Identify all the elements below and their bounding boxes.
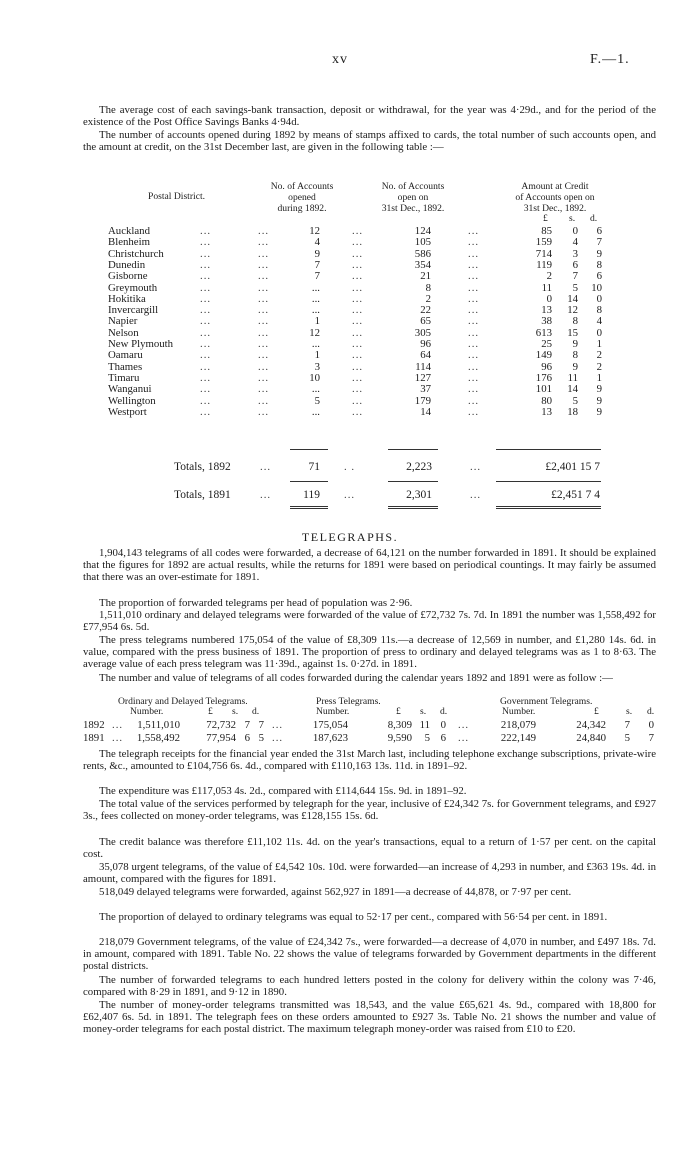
paragraph-money-order: The number of money-order telegrams transmitted was 18,543, and the value £65,621 4s. 9d., compared with 18,800 for £62,407 6s. 5d. in 1891. The telegraph fees on these orders amounted to £927 3s. Table No. 21 shows the number and value of money-order telegrams for each postal district. The maximum telegraph money-order was raised from £10 to £20. — [83, 999, 656, 1036]
leader-dots: ... — [112, 719, 124, 731]
header-number: Number. — [502, 706, 536, 717]
accounts-open: 37 — [420, 383, 431, 396]
rule-amount — [496, 449, 601, 450]
government-pounds: 24,342 — [576, 719, 606, 731]
amount-shillings: 4 — [572, 236, 578, 249]
header-shilling: s. — [420, 706, 427, 717]
totals-1891-opened: 119 — [303, 489, 320, 501]
leader-dots: ... — [258, 236, 270, 249]
leader-dots: ... — [468, 270, 480, 283]
header-opened-line2: opened — [288, 192, 316, 203]
accounts-opened: ... — [311, 281, 320, 294]
totals-1892-open: 2,223 — [406, 461, 432, 473]
amount-shillings: 14 — [567, 383, 578, 396]
district-name: Wellington — [108, 394, 156, 407]
amount-pence: 6 — [596, 270, 602, 283]
totals-1891-amount: £2,451 7 4 — [551, 489, 600, 501]
totals-1892-label: Totals, 1892 — [174, 461, 231, 473]
ordinary-pounds: 72,732 — [206, 719, 236, 731]
leader-dots: ... — [468, 258, 480, 271]
leader-dots: ... — [352, 258, 364, 271]
header-shilling: s. — [626, 706, 633, 717]
leader-dots: ... — [258, 292, 270, 305]
amount-pence: 2 — [596, 360, 602, 373]
header-postal-district: Postal District. — [148, 191, 206, 202]
paragraph-ordinary-delayed: 1,511,010 ordinary and delayed telegrams were forwarded of the value of £72,732 7s. 7d. In 1891 the number was 1,558,492 for £77,954 6s. 5d. — [83, 609, 656, 634]
amount-pence: 9 — [596, 394, 602, 407]
press-shillings: 5 — [424, 732, 430, 744]
header-shilling: s. — [569, 213, 576, 224]
district-name: Nelson — [108, 326, 139, 339]
district-name: Christchurch — [108, 247, 164, 260]
leader-dots: ... — [258, 258, 270, 271]
accounts-open: 127 — [414, 371, 431, 384]
district-name: Invercargill — [108, 304, 159, 317]
paragraph-expenditure: The expenditure was £117,053 4s. 2d., compared with £114,644 15s. 9d. in 1891–92. — [99, 785, 467, 797]
header-pence: d. — [590, 213, 598, 224]
header-pound: £ — [543, 213, 548, 224]
paragraph-telegrams-forwarded: 1,904,143 telegrams of all codes were forwarded, a decrease of 64,121 on the number forwarded in 1891. It should be explained that the figures for 1892 are actual results, while the returns for 1891 were based on periodical countings. It may fairly be assumed that there was an over-estimate for 1891. — [83, 547, 656, 584]
amount-pounds: 25 — [541, 338, 552, 350]
accounts-open: 22 — [420, 304, 431, 317]
leader-dots: . . — [344, 461, 356, 473]
accounts-open: 64 — [420, 349, 431, 362]
totals-1892-amount: £2,401 15 7 — [545, 461, 600, 473]
district-name: Blenheim — [108, 236, 150, 249]
amount-pounds: 96 — [541, 360, 552, 373]
amount-shillings: 9 — [572, 338, 578, 350]
leader-dots: ... — [352, 360, 364, 373]
header-pound: £ — [396, 706, 401, 717]
amount-pence: 10 — [591, 281, 602, 294]
accounts-open: 8 — [425, 281, 431, 294]
leader-dots: ... — [258, 405, 270, 418]
leader-dots: ... — [352, 247, 364, 260]
leader-dots: ... — [200, 371, 212, 384]
leader-dots: ... — [200, 326, 212, 339]
press-pence: 0 — [440, 719, 446, 731]
district-name: Greymouth — [108, 281, 158, 294]
double-rule-open — [388, 506, 438, 509]
accounts-open: 305 — [414, 326, 431, 339]
district-name: Napier — [108, 315, 138, 328]
accounts-open: 586 — [414, 247, 431, 260]
leader-dots: ... — [200, 394, 212, 407]
amount-pounds: 159 — [535, 236, 552, 249]
press-pounds: 9,590 — [387, 732, 412, 744]
header-opened-line1: No. of Accounts — [270, 181, 334, 192]
leader-dots: ... — [200, 236, 212, 249]
district-name: New Plymouth — [108, 338, 174, 350]
leader-dots: ... — [258, 326, 270, 339]
amount-shillings: 5 — [572, 394, 578, 407]
leader-dots: ... — [200, 281, 212, 294]
amount-shillings: 0 — [572, 225, 578, 237]
header-amount-line1: Amount at Credit — [521, 181, 589, 192]
double-rule-opened — [290, 506, 328, 509]
ordinary-shillings: 6 — [244, 732, 250, 744]
amount-pounds: 13 — [541, 304, 552, 317]
leader-dots: ... — [200, 338, 212, 350]
leader-dots: ... — [352, 383, 364, 396]
leader-dots: ... — [352, 394, 364, 407]
accounts-open: 96 — [420, 338, 431, 350]
ordinary-shillings: 7 — [244, 719, 250, 731]
amount-shillings: 14 — [567, 292, 578, 305]
header-government: Government Telegrams. — [500, 696, 593, 707]
leader-dots: ... — [200, 405, 212, 418]
leader-dots: ... — [470, 461, 482, 473]
totals-1892-opened: 71 — [308, 461, 320, 473]
amount-pence: 6 — [596, 225, 602, 237]
leader-dots: ... — [352, 304, 364, 317]
accounts-open: 21 — [420, 270, 431, 283]
rule-opened-2 — [290, 481, 328, 482]
leader-dots: ... — [258, 304, 270, 317]
leader-dots: ... — [352, 281, 364, 294]
district-name: Dunedin — [108, 258, 146, 271]
amount-shillings: 7 — [572, 270, 578, 283]
leader-dots: ... — [352, 349, 364, 362]
accounts-open: 105 — [414, 236, 431, 249]
leader-dots: ... — [468, 338, 480, 350]
ordinary-pence: 5 — [258, 732, 264, 744]
leader-dots: ... — [468, 394, 480, 407]
leader-dots: ... — [258, 270, 270, 283]
paragraph-savings-cost: The average cost of each savings-bank transaction, deposit or withdrawal, for the year was 4·29d., and for the period of the existence of the Post Office Savings Banks 4·94d. — [83, 104, 656, 129]
leader-dots: ... — [200, 349, 212, 362]
leader-dots: ... — [200, 292, 212, 305]
rule-opened — [290, 449, 328, 450]
leader-dots: ... — [458, 732, 470, 744]
leader-dots: ... — [258, 247, 270, 260]
leader-dots: ... — [468, 304, 480, 317]
header-opened-line3: during 1892. — [277, 203, 327, 214]
district-name: Thames — [108, 360, 143, 373]
rule-open-2 — [388, 481, 438, 482]
leader-dots: ... — [468, 281, 480, 294]
leader-dots: ... — [468, 292, 480, 305]
accounts-opened: 7 — [314, 258, 320, 271]
accounts-opened: ... — [311, 338, 320, 350]
accounts-opened: ... — [311, 304, 320, 317]
accounts-opened: 12 — [309, 326, 320, 339]
leader-dots: ... — [258, 383, 270, 396]
leader-dots: ... — [352, 315, 364, 328]
amount-pence: 8 — [596, 258, 602, 271]
leader-dots: ... — [352, 270, 364, 283]
header-number: Number. — [130, 706, 164, 717]
leader-dots: ... — [200, 270, 212, 283]
paragraph-delayed-proportion: The proportion of delayed to ordinary telegrams was equal to 52·17 per cent., compared with 56·54 per cent. in 1891. — [99, 911, 608, 923]
leader-dots: ... — [352, 338, 364, 350]
government-number: 218,079 — [500, 719, 536, 731]
leader-dots: ... — [468, 360, 480, 373]
amount-pence: 7 — [596, 236, 602, 249]
header-shilling: s. — [232, 706, 239, 717]
leader-dots: ... — [468, 349, 480, 362]
government-shillings: 7 — [624, 719, 630, 731]
leader-dots: ... — [272, 719, 284, 731]
leader-dots: ... — [258, 225, 270, 237]
paragraph-proportion: The proportion of forwarded telegrams per head of population was 2·96. — [99, 597, 413, 609]
leader-dots: ... — [258, 338, 270, 350]
amount-pence: 0 — [596, 326, 602, 339]
table-year: 1892 — [83, 719, 105, 731]
amount-pence: 8 — [596, 304, 602, 317]
amount-shillings: 8 — [572, 315, 578, 328]
paragraph-total-value: The total value of the services performed by telegraph for the year, inclusive of £24,342 7s. for Government telegrams, and £927 3s., fees collected on money-order telegrams, was £128,155 15s. 6d. — [83, 798, 656, 823]
totals-1891-open: 2,301 — [406, 489, 432, 501]
district-name: Oamaru — [108, 349, 143, 362]
amount-pounds: 38 — [541, 315, 552, 328]
district-name: Timaru — [108, 371, 140, 384]
press-pence: 6 — [440, 732, 446, 744]
leader-dots: ... — [468, 236, 480, 249]
amount-shillings: 9 — [572, 360, 578, 373]
amount-pence: 1 — [596, 371, 602, 384]
leader-dots: ... — [468, 225, 480, 237]
header-number: Number. — [316, 706, 350, 717]
leader-dots: ... — [470, 489, 482, 501]
rule-amount-2 — [496, 481, 601, 482]
amount-shillings: 18 — [567, 405, 578, 418]
leader-dots: ... — [352, 371, 364, 384]
leader-dots: ... — [200, 225, 212, 237]
paragraph-government: 218,079 Government telegrams, of the value of £24,342 7s., were forwarded—a decrease of 4,070 in number, and £497 18s. 7d. in amount, compared with 1891. Table No. 22 shows the value of telegrams forwarded by Government departments in the different postal districts. — [83, 936, 656, 973]
paragraph-number-value: The number and value of telegrams of all codes forwarded during the calendar years 1892 and 1891 were as follow :— — [99, 672, 613, 684]
press-shillings: 11 — [419, 719, 430, 731]
accounts-opened: 7 — [314, 270, 320, 283]
leader-dots: ... — [352, 405, 364, 418]
amount-pence: 9 — [596, 405, 602, 418]
leader-dots: ... — [272, 732, 284, 744]
amount-shillings: 6 — [572, 258, 578, 271]
leader-dots: ... — [260, 461, 272, 473]
leader-dots: ... — [200, 315, 212, 328]
leader-dots: ... — [352, 236, 364, 249]
header-pence: d. — [252, 706, 260, 717]
accounts-opened: ... — [311, 383, 320, 396]
accounts-opened: 5 — [314, 394, 320, 407]
district-name: Hokitika — [108, 292, 146, 305]
accounts-opened: 4 — [314, 236, 320, 249]
accounts-open: 179 — [414, 394, 431, 407]
header-open-line2: open on — [397, 192, 429, 203]
district-name: Wanganui — [108, 383, 152, 396]
leader-dots: ... — [468, 405, 480, 418]
paragraph-urgent: 35,078 urgent telegrams, of the value of £4,542 10s. 10d. were forwarded—an increase of 4,293 in number, and £363 19s. 4d. in amount, compared with the figures for 1891. — [83, 861, 656, 886]
amount-shillings: 3 — [572, 247, 578, 260]
header-press: Press Telegrams. — [316, 696, 381, 707]
amount-pounds: 11 — [541, 281, 552, 294]
amount-shillings: 15 — [567, 326, 578, 339]
accounts-opened: 9 — [314, 247, 320, 260]
accounts-open: 114 — [415, 360, 431, 373]
accounts-opened: ... — [311, 405, 320, 418]
government-pounds: 24,840 — [576, 732, 606, 744]
district-name: Westport — [108, 405, 147, 418]
amount-pounds: 13 — [541, 405, 552, 418]
header-open-line3: 31st Dec., 1892. — [381, 203, 445, 214]
leader-dots: ... — [112, 732, 124, 744]
leader-dots: ... — [352, 326, 364, 339]
leader-dots: ... — [258, 315, 270, 328]
amount-pence: 4 — [596, 315, 602, 328]
double-rule-amount — [496, 506, 601, 509]
government-shillings: 5 — [624, 732, 630, 744]
amount-pounds: 85 — [541, 225, 552, 237]
ordinary-number: 1,511,010 — [137, 719, 180, 731]
accounts-open: 14 — [420, 405, 431, 418]
accounts-open: 65 — [420, 315, 431, 328]
paragraph-receipts: The telegraph receipts for the financial year ended the 31st March last, including telephone exchange subscriptions, private-wire rents, &c., amounted to £104,756 6s. 4d., compared with £110,163 13s. 11d. in 1891–92. — [83, 748, 656, 773]
ordinary-number: 1,558,492 — [136, 732, 180, 744]
header-pound: £ — [208, 706, 213, 717]
totals-1891-label: Totals, 1891 — [174, 489, 231, 501]
leader-dots: ... — [258, 360, 270, 373]
accounts-opened: ... — [311, 292, 320, 305]
rule-open — [388, 449, 438, 450]
amount-shillings: 8 — [572, 349, 578, 362]
leader-dots: ... — [200, 304, 212, 317]
paragraph-credit-balance: The credit balance was therefore £11,102 11s. 4d. on the year's transactions, equal to a return of 1·57 per cent. on the capital cost. — [83, 836, 656, 861]
amount-pounds: 80 — [541, 394, 552, 407]
accounts-opened: 10 — [309, 371, 320, 384]
leader-dots: ... — [468, 383, 480, 396]
amount-shillings: 12 — [567, 304, 578, 317]
accounts-opened: 12 — [309, 225, 320, 237]
district-name: Auckland — [108, 225, 150, 237]
amount-pence: 1 — [596, 338, 602, 350]
amount-pounds: 101 — [535, 383, 552, 396]
leader-dots: ... — [352, 225, 364, 237]
amount-pounds: 149 — [535, 349, 552, 362]
section-title-telegraphs: TELEGRAPHS. — [301, 530, 399, 544]
leader-dots: ... — [468, 326, 480, 339]
ordinary-pence: 7 — [258, 719, 264, 731]
header-amount-line2: of Accounts open on — [515, 192, 595, 203]
accounts-open: 2 — [425, 292, 431, 305]
leader-dots: ... — [200, 247, 212, 260]
paragraph-savings-accounts: The number of accounts opened during 1892 by means of stamps affixed to cards, the total number of such accounts open, and the amount at credit, on the 31st December last, are given in the following table :— — [83, 129, 656, 154]
amount-shillings: 5 — [572, 281, 578, 294]
leader-dots: ... — [458, 719, 470, 731]
government-pence: 7 — [648, 732, 654, 744]
accounts-opened: 1 — [314, 349, 320, 362]
ordinary-pounds: 77,954 — [206, 732, 236, 744]
leader-dots: ... — [200, 258, 212, 271]
document-code: F.—1. — [590, 52, 630, 67]
leader-dots: ... — [258, 349, 270, 362]
amount-pounds: 613 — [535, 326, 552, 339]
leader-dots: ... — [468, 371, 480, 384]
leader-dots: ... — [468, 315, 480, 328]
header-pence: d. — [440, 706, 448, 717]
amount-pounds: 2 — [546, 270, 552, 283]
press-number: 187,623 — [312, 732, 348, 744]
table-year: 1891 — [83, 732, 105, 744]
accounts-open: 124 — [414, 225, 431, 237]
leader-dots: ... — [258, 371, 270, 384]
district-name: Gisborne — [108, 270, 148, 283]
accounts-open: 354 — [414, 258, 431, 271]
header-pence: d. — [647, 706, 655, 717]
header-pound: £ — [594, 706, 599, 717]
accounts-opened: 3 — [314, 360, 320, 373]
government-number: 222,149 — [500, 732, 536, 744]
leader-dots: ... — [258, 394, 270, 407]
paragraph-press: The press telegrams numbered 175,054 of the value of £8,309 11s.—a decrease of 12,569 in number, and £1,280 14s. 6d. in value, compared with the press business of 1891. The proportion of press to ordinary and delayed telegrams was as 1 to 8·63. The average value of each press telegram was 11·39d., against 1s. 0·27d. in 1891. — [83, 634, 656, 671]
header-amount-line3: 31st Dec., 1892. — [523, 203, 587, 214]
leader-dots: ... — [200, 383, 212, 396]
leader-dots: ... — [352, 292, 364, 305]
leader-dots: ... — [260, 489, 272, 501]
accounts-opened: 1 — [314, 315, 320, 328]
amount-shillings: 11 — [567, 371, 578, 384]
amount-pounds: 0 — [546, 292, 552, 305]
leader-dots: ... — [468, 247, 480, 260]
leader-dots: ... — [258, 281, 270, 294]
amount-pence: 0 — [596, 292, 602, 305]
press-number: 175,054 — [312, 719, 348, 731]
header-ordinary: Ordinary and Delayed Telegrams. — [118, 696, 248, 707]
paragraph-per-hundred-letters: The number of forwarded telegrams to each hundred letters posted in the colony for delivery within the colony was 7·46, compared with 8·29 in 1891, and 9·12 in 1890. — [83, 974, 656, 999]
page-number: xv — [332, 52, 348, 67]
leader-dots: ... — [344, 489, 356, 501]
press-pounds: 8,309 — [387, 719, 412, 731]
amount-pounds: 119 — [536, 258, 552, 271]
government-pence: 0 — [648, 719, 654, 731]
amount-pence: 9 — [596, 247, 602, 260]
leader-dots: ... — [200, 360, 212, 373]
header-open-line1: No. of Accounts — [381, 181, 445, 192]
amount-pence: 9 — [596, 383, 602, 396]
amount-pence: 2 — [596, 349, 602, 362]
amount-pounds: 714 — [535, 247, 552, 260]
page-header — [0, 54, 700, 74]
paragraph-delayed: 518,049 delayed telegrams were forwarded, against 562,927 in 1891—a decrease of 44,878, or 7·97 per cent. — [99, 886, 572, 898]
amount-pounds: 176 — [535, 371, 552, 384]
